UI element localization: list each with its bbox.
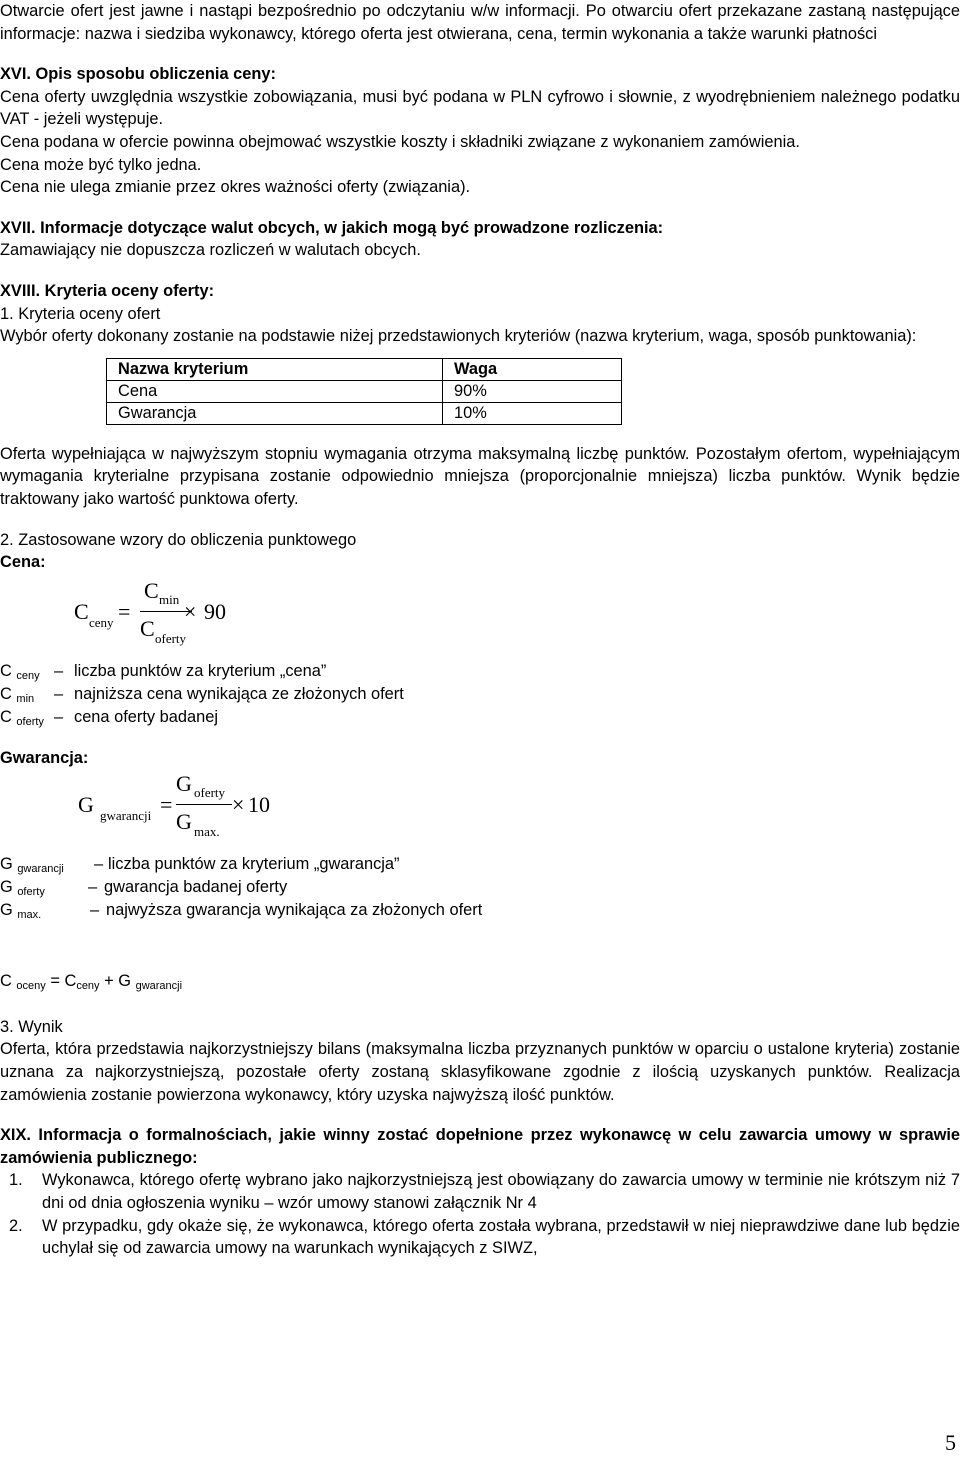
formula-denominator: C [140, 615, 155, 641]
formula-numerator: G [176, 771, 192, 797]
equals: = [50, 972, 60, 991]
definition-text: najwyższa gwarancja wynikająca za złożonych ofert [106, 901, 483, 920]
cena-definitions [0, 660, 960, 729]
table-cell: Gwarancja [107, 402, 443, 424]
dash: – [54, 707, 64, 726]
dash: – [88, 878, 98, 897]
page-number: 5 [945, 1430, 956, 1455]
symbol: C [0, 707, 12, 726]
table-cell: Cena [107, 380, 443, 402]
formula-lhs: G [78, 792, 94, 818]
list-item-text: W przypadku, gdy okaże się, że wykonawca, którego oferta została wybrana, przedstawił w niej nieprawdziwe dane lub będzie uchylał się od zawarcia umowy na warunkach wynikających z SIWZ, [42, 1216, 960, 1258]
table-header-row [107, 358, 622, 380]
definition-text: liczba punktów za kryterium „gwarancja” [108, 855, 400, 874]
formula-lhs-sub: ceny [89, 614, 114, 630]
section-19-heading: XIX. Informacja o formalnościach, jakie winny zostać dopełnione przez wykonawcę w celu zawarcia umowy w sprawie zamówienia publicznego: [0, 1126, 960, 1167]
table-row [107, 402, 622, 424]
section-18-paragraph: Wybór oferty dokonany zostanie na podstawie niżej przedstawionych kryteriów (nazwa kryterium, waga, sposób punktowania): [0, 327, 917, 346]
formula-numerator: C [144, 577, 159, 603]
section-17-heading: XVII. Informacje dotyczące walut obcych, w jakich mogą być prowadzone rozliczenia: [0, 218, 664, 237]
formula-denominator-sub: oferty [155, 630, 187, 646]
subsection-heading: 2. Zastosowane wzory do obliczenia punktowego [0, 530, 357, 549]
times-sign: × [184, 598, 197, 624]
section-16-paragraph: Cena może być tylko jedna. [0, 155, 202, 174]
formula-equals: = [160, 792, 173, 818]
symbol-sub: ceny [16, 669, 40, 682]
intro-paragraph: Otwarcie ofert jest jawne i nastąpi bezpośrednio po odczytaniu w/w informacji. Po otwarciu ofert przekazane zastaną następujące informacje: nazwa i siedziba wykonawcy, którego oferta jest otwierana, cena, termin wykonania a także warunki płatności [0, 2, 960, 43]
dash: – [94, 855, 104, 874]
times-sign: × [232, 792, 245, 818]
symbol: G [0, 878, 13, 897]
list-item-number: 2. [9, 1216, 23, 1235]
formula-lhs: C [74, 598, 89, 624]
table-cell: 10% [443, 402, 622, 424]
definition-row [0, 706, 960, 729]
symbol-sub: oferty [16, 715, 44, 728]
table-header-cell: Nazwa kryterium [107, 358, 443, 380]
list-item [0, 1215, 960, 1260]
definition-row [0, 683, 960, 706]
formula-numerator-sub: min [159, 591, 180, 607]
subsection-heading: 3. Wynik [0, 1017, 63, 1036]
gwarancja-label: Gwarancja: [0, 748, 89, 767]
symbol-sub: gwarancji [17, 863, 64, 876]
dash: – [54, 661, 64, 680]
cena-label: Cena: [0, 553, 46, 572]
definition-text: gwarancja badanej oferty [104, 878, 288, 897]
section-18-paragraph: Oferta, która przedstawia najkorzystniejszy bilans (maksymalna liczba przyznanych punktów w oparciu o ustalone kryteria) zostanie uznana za najkorzystniejszą, pozostałe oferty zostaną sklasyfikowane zgodnie z ilością uzyskanych punktów. Realizacja zamówienia zostanie powierzona wykonawcy, który uzyska najwyższą ilość punktów. [0, 1040, 960, 1104]
section-18-paragraph: Oferta wypełniająca w najwyższym stopniu wymagania otrzyma maksymalną liczbę punktów. Pozostałym ofertom, wypełniającym wymagania kryterialne przypisana zostanie odpowiednio mniejsza (proporcjonalnie mniejsza) liczba punktów. Wynik będzie traktowany jako wartość punktowa oferty. [0, 444, 960, 508]
symbol: G [0, 855, 13, 874]
definition-symbol [0, 706, 44, 734]
section-16-paragraph: Cena oferty uwzględnia wszystkie zobowiązania, musi być podana w PLN cyfrowo i słownie, z wyodrębnieniem należnego podatku VAT - jeżeli występuje. [0, 87, 960, 129]
definition-text: liczba punktów za kryterium „cena” [74, 661, 327, 680]
formula-lhs-sub: gwarancji [100, 808, 152, 824]
symbol-sub: oceny [16, 980, 46, 993]
formula-factor: 90 [204, 598, 226, 624]
formula-denominator: G [176, 809, 192, 835]
table-header-cell: Waga [443, 358, 622, 380]
symbol-sub: oferty [17, 886, 45, 899]
table-row [107, 380, 622, 402]
list-item-number: 1. [9, 1171, 23, 1190]
formula-equals: = [118, 598, 131, 624]
symbol: C [0, 972, 12, 991]
plus: + [104, 972, 114, 991]
symbol: G [118, 972, 132, 991]
symbol-sub: min [16, 692, 35, 705]
symbol-sub: gwarancji [135, 980, 183, 993]
definition-row [0, 853, 960, 876]
formula-factor: 10 [248, 792, 270, 818]
dash: – [90, 901, 100, 920]
symbol-sub: max. [17, 909, 42, 922]
formula-numerator-sub: oferty [194, 785, 226, 801]
symbol: C [64, 972, 77, 991]
section-18-heading: XVIII. Kryteria oceny oferty: [0, 281, 215, 300]
criteria-table [106, 358, 622, 425]
fraction-bar [176, 804, 232, 805]
definition-text: najniższa cena wynikająca ze złożonych ofert [74, 684, 404, 703]
formula-denominator-sub: max. [194, 824, 220, 840]
definition-symbol [0, 899, 41, 927]
gwarancja-definitions [0, 853, 960, 922]
symbol: C [0, 684, 12, 703]
dash: – [54, 684, 64, 703]
definition-text: cena oferty badanej [74, 707, 218, 726]
definition-row [0, 899, 960, 922]
section-16-heading: XVI. Opis sposobu obliczenia ceny: [0, 65, 276, 84]
table-cell: 90% [443, 380, 622, 402]
cena-formula [74, 578, 960, 650]
symbol-sub: ceny [76, 980, 100, 993]
definition-row [0, 660, 960, 683]
definition-row [0, 876, 960, 899]
section-16-paragraph: Cena nie ulega zmianie przez okres ważności oferty (związania). [0, 178, 471, 197]
symbol: C [0, 661, 12, 680]
formalities-list [0, 1169, 960, 1259]
section-16-paragraph: Cena podana w ofercie powinna obejmować wszystkie koszty i składniki związane z wykonaniem zamówienia. [0, 132, 800, 151]
subsection-heading: 1. Kryteria oceny ofert [0, 304, 161, 323]
list-item-text: Wykonawca, którego ofertę wybrano jako najkorzystniejszą jest obowiązany do zawarcia umowy w terminie nie krótszym niż 7 dni od dnia ogłoszenia wyniku – wzór umowy stanowi załącznik Nr 4 [42, 1171, 960, 1213]
list-item [0, 1169, 960, 1214]
section-17-paragraph: Zamawiający nie dopuszcza rozliczeń w walutach obcych. [0, 241, 421, 260]
symbol: G [0, 901, 13, 920]
gwarancja-formula [78, 771, 960, 843]
total-score-formula [0, 970, 960, 998]
